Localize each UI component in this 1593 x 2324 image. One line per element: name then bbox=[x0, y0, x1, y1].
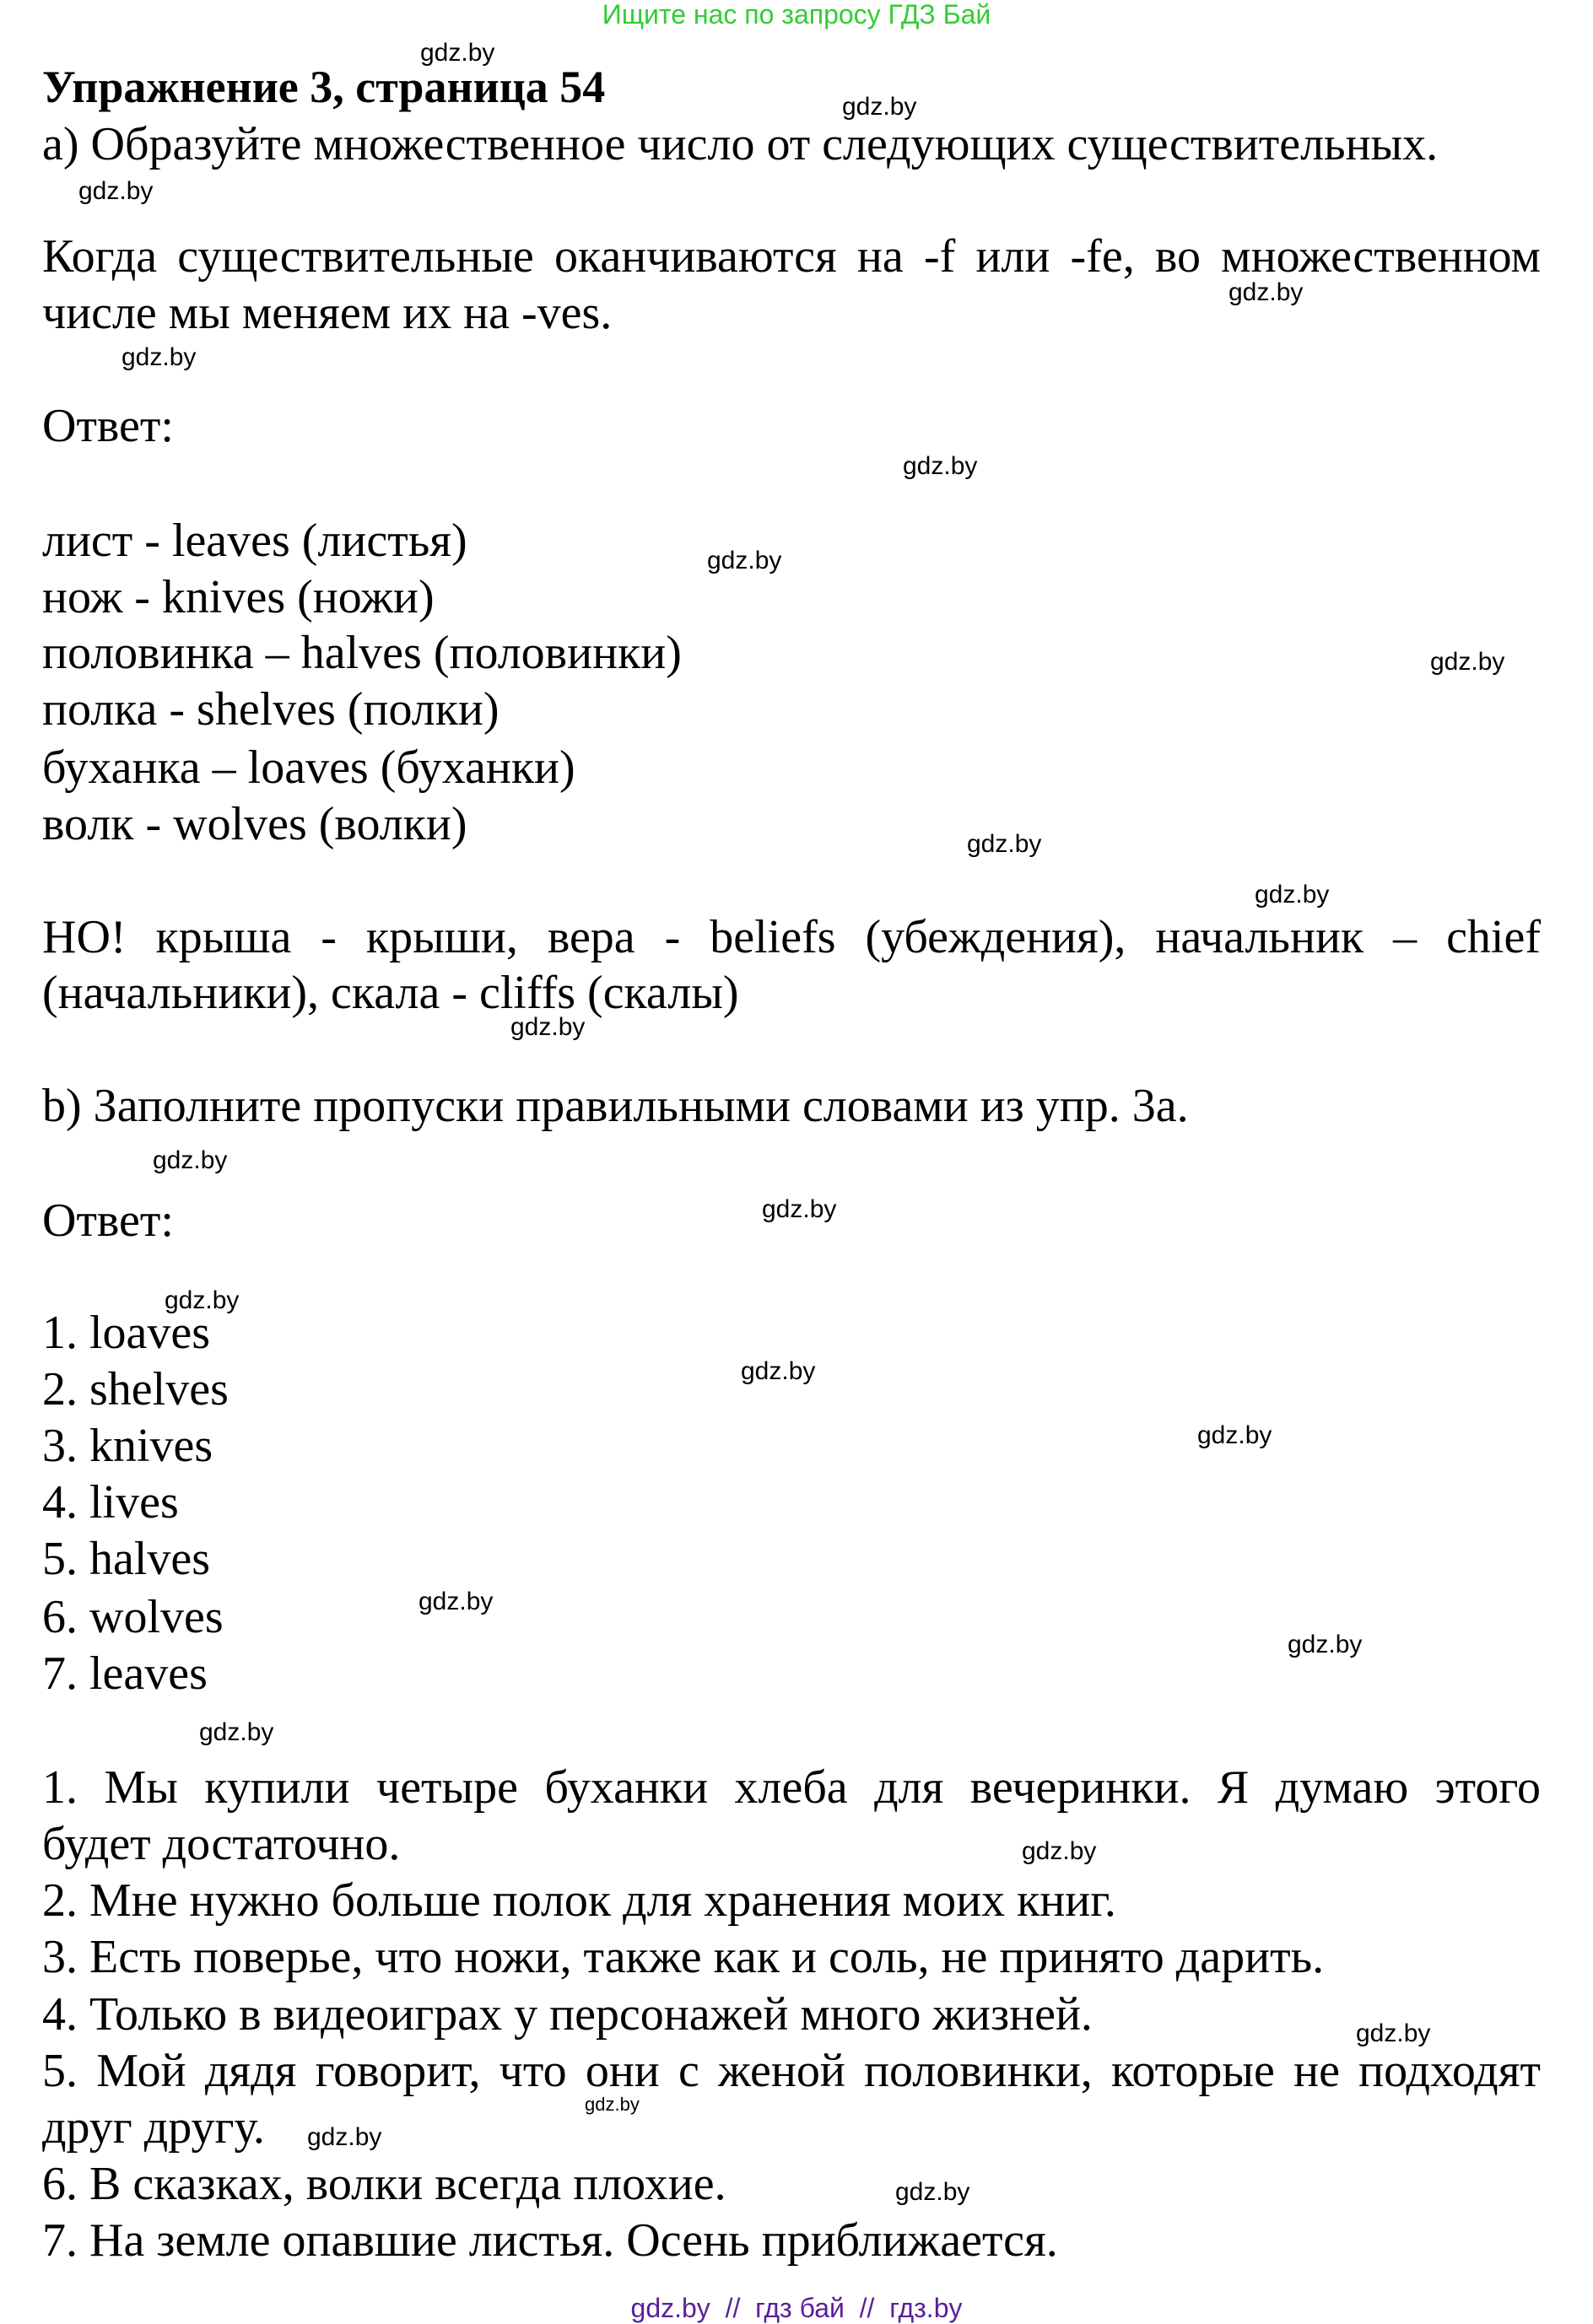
watermark: gdz.by bbox=[1430, 648, 1505, 676]
answer-item: 4. lives bbox=[42, 1476, 179, 1529]
search-hint-banner: Ищите нас по запросу ГДЗ Бай bbox=[602, 0, 991, 30]
footer-links: gdz.by // гдз бай // гдз.by bbox=[630, 2293, 963, 2323]
plural-item: волк - wolves (волки) bbox=[42, 798, 467, 850]
watermark: gdz.by bbox=[165, 1286, 240, 1314]
answer-item: 2. shelves bbox=[42, 1363, 229, 1415]
watermark: gdz.by bbox=[1288, 1631, 1363, 1658]
watermark: gdz.by bbox=[420, 39, 495, 67]
answer-item: 7. leaves bbox=[42, 1647, 208, 1700]
watermark: gdz.by bbox=[1197, 1421, 1272, 1449]
plural-item: лист - leaves (листья) bbox=[42, 515, 467, 567]
answer-item: 6. wolves bbox=[42, 1591, 224, 1643]
sentence-line: друг другу. bbox=[42, 2101, 265, 2154]
task-a-heading: а) Образуйте множественное число от следующих существительных. bbox=[42, 118, 1439, 170]
sentence-line: 2. Мне нужно больше полок для хранения моих книг. bbox=[42, 1874, 1116, 1927]
exception-line-2: (начальники), скала - cliffs (скалы) bbox=[42, 967, 739, 1019]
page-title: Упражнение 3, страница 54 bbox=[42, 62, 606, 112]
watermark: gdz.by bbox=[842, 93, 917, 121]
sentence-line: 3. Есть поверье, что ножи, также как и соль, не принято дарить. bbox=[42, 1931, 1325, 1983]
watermark: gdz.by bbox=[585, 2094, 640, 2115]
answer-item: 3. knives bbox=[42, 1420, 213, 1472]
watermark: gdz.by bbox=[1228, 278, 1304, 306]
sentence-line: 4. Только в видеоиграх у персонажей много жизней. bbox=[42, 1988, 1093, 2041]
watermark: gdz.by bbox=[418, 1588, 494, 1615]
watermark: gdz.by bbox=[199, 1718, 274, 1746]
sentence-line: 5. Мой дядя говорит, что они с женой половинки, которые не подходят bbox=[42, 2045, 1541, 2097]
plural-item: нож - knives (ножи) bbox=[42, 571, 435, 623]
answer-label-b: Ответ: bbox=[42, 1194, 174, 1247]
rule-line-2: числе мы меняем их на -ves. bbox=[42, 287, 613, 339]
answer-item: 5. halves bbox=[42, 1533, 211, 1585]
sentence-line: будет достаточно. bbox=[42, 1818, 401, 1870]
watermark: gdz.by bbox=[895, 2178, 970, 2206]
answer-item: 1. loaves bbox=[42, 1307, 211, 1359]
watermark: gdz.by bbox=[78, 177, 154, 205]
plural-item: буханка – loaves (буханки) bbox=[42, 741, 575, 794]
watermark: gdz.by bbox=[967, 830, 1042, 858]
exception-line-1: НО! крыша - крыши, вера - beliefs (убеждения), начальник – chief bbox=[42, 911, 1541, 963]
watermark: gdz.by bbox=[741, 1357, 816, 1385]
watermark: gdz.by bbox=[707, 547, 782, 574]
watermark: gdz.by bbox=[122, 343, 197, 371]
watermark: gdz.by bbox=[1022, 1837, 1097, 1865]
task-b-heading: b) Заполните пропуски правильными словами из упр. 3а. bbox=[42, 1080, 1189, 1132]
watermark: gdz.by bbox=[903, 452, 978, 480]
watermark: gdz.by bbox=[510, 1013, 586, 1041]
sentence-line: 7. На земле опавшие листья. Осень приближается. bbox=[42, 2214, 1058, 2267]
watermark: gdz.by bbox=[1356, 2019, 1431, 2047]
sentence-line: 1. Мы купили четыре буханки хлеба для вечеринки. Я думаю этого bbox=[42, 1761, 1541, 1814]
sentence-line: 6. В сказках, волки всегда плохие. bbox=[42, 2158, 726, 2210]
watermark: gdz.by bbox=[1255, 881, 1330, 909]
plural-item: половинка – halves (половинки) bbox=[42, 627, 682, 679]
rule-line-1: Когда существительные оканчиваются на -f или -fe, во множественном bbox=[42, 230, 1541, 283]
plural-item: полка - shelves (полки) bbox=[42, 683, 500, 736]
watermark: gdz.by bbox=[307, 2123, 382, 2151]
watermark: gdz.by bbox=[153, 1146, 228, 1174]
answer-label-a: Ответ: bbox=[42, 400, 174, 452]
watermark: gdz.by bbox=[762, 1195, 837, 1223]
